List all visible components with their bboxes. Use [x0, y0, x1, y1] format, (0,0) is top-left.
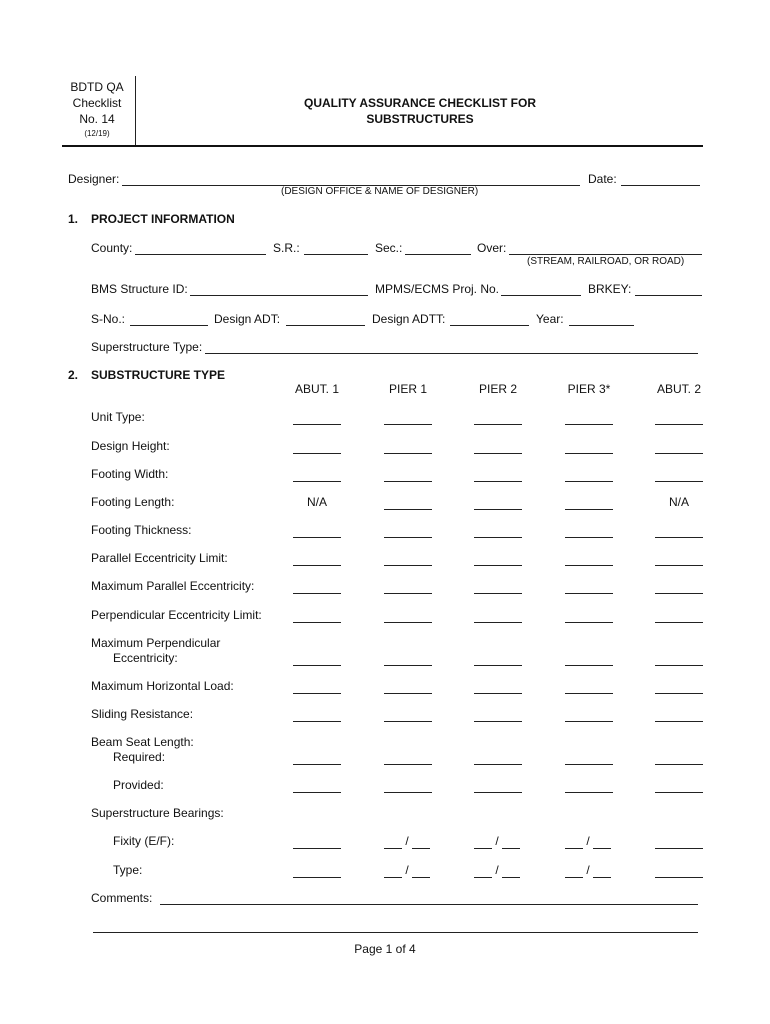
design-height-pier3-field[interactable]: [565, 453, 613, 454]
fixity-pier3-right-blank[interactable]: [593, 848, 611, 849]
max-parallel-abut2-field[interactable]: [655, 593, 703, 594]
parallel-limit-abut1-field[interactable]: [293, 565, 341, 566]
design-height-abut2-field[interactable]: [655, 453, 703, 454]
parallel-limit-pier1-field[interactable]: [384, 565, 432, 566]
sliding-abut1-field[interactable]: [293, 721, 341, 722]
date-label: Date:: [588, 172, 617, 186]
footing-length-abut1-na: N/A: [306, 495, 327, 509]
fixity-pier2-right-blank[interactable]: [502, 848, 520, 849]
slash-separator: /: [495, 863, 499, 877]
section2-title: SUBSTRUCTURE TYPE: [91, 368, 226, 382]
sr-field[interactable]: [304, 254, 368, 255]
max-perp-pier1-field[interactable]: [384, 665, 432, 666]
comments-field-line1[interactable]: [160, 904, 698, 905]
row-label-bearings: Superstructure Bearings:: [91, 806, 224, 820]
slash-separator: /: [586, 863, 590, 877]
required-pier3-field[interactable]: [565, 764, 613, 765]
slash-separator: /: [495, 834, 499, 848]
designer-sublabel: (DESIGN OFFICE & NAME OF DESIGNER): [281, 186, 479, 197]
form-id-line3: No. 14: [79, 112, 115, 126]
row-label-max-parallel: Maximum Parallel Eccentricity:: [91, 579, 255, 593]
sliding-pier1-field[interactable]: [384, 721, 432, 722]
row-label-max-horizontal: Maximum Horizontal Load:: [91, 679, 234, 693]
superstructure-field[interactable]: [205, 353, 698, 354]
row-label-footing-length: Footing Length:: [91, 495, 175, 509]
footing-length-pier2-field[interactable]: [474, 509, 522, 510]
sliding-abut2-field[interactable]: [655, 721, 703, 722]
adt-field[interactable]: [286, 325, 365, 326]
row-label-design-height: Design Height:: [91, 439, 170, 453]
parallel-limit-abut2-field[interactable]: [655, 565, 703, 566]
row-label-footing-thickness: Footing Thickness:: [91, 523, 192, 537]
provided-abut1-field[interactable]: [293, 792, 341, 793]
year-field[interactable]: [569, 325, 634, 326]
footing-width-abut1-field[interactable]: [293, 481, 341, 482]
section2-number: 2.: [68, 368, 79, 382]
required-abut2-field[interactable]: [655, 764, 703, 765]
column-header-pier2: PIER 2: [478, 382, 517, 396]
footing-length-abut2-na: N/A: [668, 495, 689, 509]
adt-label: Design ADT:: [214, 312, 281, 326]
unit-type-pier2-field[interactable]: [474, 424, 522, 425]
type-abut2-field[interactable]: [655, 877, 703, 878]
design-height-abut1-field[interactable]: [293, 453, 341, 454]
designer-label: Designer:: [68, 172, 120, 186]
sno-field[interactable]: [130, 325, 208, 326]
row-label-max-perp-line2: Eccentricity:: [113, 651, 178, 665]
type-pier2-left-blank[interactable]: [474, 877, 492, 878]
row-label-provided: Provided:: [113, 778, 164, 792]
max-perp-abut1-field[interactable]: [293, 665, 341, 666]
column-header-pier3: PIER 3*: [567, 382, 611, 396]
perp-limit-abut2-field[interactable]: [655, 622, 703, 623]
fixity-abut2-field[interactable]: [655, 848, 703, 849]
slash-separator: /: [405, 834, 409, 848]
adtt-label: Design ADTT:: [372, 312, 446, 326]
max-perp-pier2-field[interactable]: [474, 665, 522, 666]
over-field[interactable]: [509, 254, 702, 255]
type-abut1-field[interactable]: [293, 877, 341, 878]
footing-length-pier1-field[interactable]: [384, 509, 432, 510]
unit-type-pier3-field[interactable]: [565, 424, 613, 425]
max-parallel-abut1-field[interactable]: [293, 593, 341, 594]
footing-width-pier3-field[interactable]: [565, 481, 613, 482]
unit-type-abut2-field[interactable]: [655, 424, 703, 425]
page-title-line2: SUBSTRUCTURES: [366, 112, 474, 126]
page-title-line1: QUALITY ASSURANCE CHECKLIST FOR: [303, 96, 536, 110]
column-header-abut2: ABUT. 2: [656, 382, 701, 396]
max-parallel-pier1-field[interactable]: [384, 593, 432, 594]
max-horizontal-abut2-field[interactable]: [655, 693, 703, 694]
max-horizontal-pier2-field[interactable]: [474, 693, 522, 694]
design-height-pier2-field[interactable]: [474, 453, 522, 454]
parallel-limit-pier2-field[interactable]: [474, 565, 522, 566]
row-label-fixity: Fixity (E/F):: [113, 834, 175, 848]
column-header-abut1: ABUT. 1: [294, 382, 339, 396]
column-header-pier1: PIER 1: [388, 382, 427, 396]
design-height-pier1-field[interactable]: [384, 453, 432, 454]
sliding-pier3-field[interactable]: [565, 721, 613, 722]
year-label: Year:: [536, 312, 564, 326]
max-perp-pier3-field[interactable]: [565, 665, 613, 666]
required-abut1-field[interactable]: [293, 764, 341, 765]
revision-date: (12/19): [84, 129, 110, 138]
type-pier3-right-blank[interactable]: [593, 877, 611, 878]
fixity-pier2-left-blank[interactable]: [474, 848, 492, 849]
unit-type-abut1-field[interactable]: [293, 424, 341, 425]
perp-limit-abut1-field[interactable]: [293, 622, 341, 623]
row-label-max-perp-line1: Maximum Perpendicular: [91, 636, 221, 650]
superstructure-label: Superstructure Type:: [91, 340, 203, 354]
sliding-pier2-field[interactable]: [474, 721, 522, 722]
section1-title: PROJECT INFORMATION: [91, 212, 235, 226]
date-field[interactable]: [621, 185, 700, 186]
form-id-line1: BDTD QA: [70, 80, 124, 94]
row-label-required: Required:: [113, 750, 166, 764]
max-horizontal-abut1-field[interactable]: [293, 693, 341, 694]
sec-field[interactable]: [405, 254, 471, 255]
row-label-beam-seat: Beam Seat Length:: [91, 735, 194, 749]
unit-type-pier1-field[interactable]: [384, 424, 432, 425]
slash-separator: /: [586, 834, 590, 848]
brkey-label: BRKEY:: [588, 282, 632, 296]
row-label-sliding: Sliding Resistance:: [91, 707, 194, 721]
provided-pier3-field[interactable]: [565, 792, 613, 793]
max-parallel-pier2-field[interactable]: [474, 593, 522, 594]
row-label-footing-width: Footing Width:: [91, 467, 169, 481]
footing-thickness-pier3-field[interactable]: [565, 537, 613, 538]
required-pier2-field[interactable]: [474, 764, 522, 765]
brkey-field[interactable]: [635, 295, 702, 296]
max-parallel-pier3-field[interactable]: [565, 593, 613, 594]
footing-thickness-abut2-field[interactable]: [655, 537, 703, 538]
type-pier1-left-blank[interactable]: [384, 877, 402, 878]
form-id-line2: Checklist: [72, 96, 122, 110]
row-label-parallel-limit: Parallel Eccentricity Limit:: [91, 551, 228, 565]
max-perp-abut2-field[interactable]: [655, 665, 703, 666]
provided-pier1-field[interactable]: [384, 792, 432, 793]
perp-limit-pier1-field[interactable]: [384, 622, 432, 623]
adtt-field[interactable]: [450, 325, 529, 326]
comments-label: Comments:: [91, 891, 153, 905]
header-divider: [135, 76, 136, 146]
provided-pier2-field[interactable]: [474, 792, 522, 793]
sec-label: Sec.:: [375, 241, 403, 255]
county-field[interactable]: [135, 254, 266, 255]
footing-thickness-abut1-field[interactable]: [293, 537, 341, 538]
county-label: County:: [91, 241, 133, 255]
sno-label: S-No.:: [91, 312, 126, 326]
bms-label: BMS Structure ID:: [91, 282, 188, 296]
row-label-type: Type:: [113, 863, 143, 877]
perp-limit-pier3-field[interactable]: [565, 622, 613, 623]
fixity-abut1-field[interactable]: [293, 848, 341, 849]
slash-separator: /: [405, 863, 409, 877]
row-label-perp-limit: Perpendicular Eccentricity Limit:: [91, 608, 262, 622]
required-pier1-field[interactable]: [384, 764, 432, 765]
max-horizontal-pier1-field[interactable]: [384, 693, 432, 694]
page-number: Page 1 of 4: [354, 942, 416, 956]
sr-label: S.R.:: [273, 241, 300, 255]
footing-width-pier2-field[interactable]: [474, 481, 522, 482]
fixity-pier1-right-blank[interactable]: [412, 848, 430, 849]
type-pier1-right-blank[interactable]: [412, 877, 430, 878]
type-pier3-left-blank[interactable]: [565, 877, 583, 878]
footing-length-pier3-field[interactable]: [565, 509, 613, 510]
footing-thickness-pier1-field[interactable]: [384, 537, 432, 538]
max-horizontal-pier3-field[interactable]: [565, 693, 613, 694]
fixity-pier3-left-blank[interactable]: [565, 848, 583, 849]
provided-abut2-field[interactable]: [655, 792, 703, 793]
comments-field-line2[interactable]: [93, 932, 698, 933]
footing-width-pier1-field[interactable]: [384, 481, 432, 482]
bms-field[interactable]: [190, 295, 368, 296]
mpms-label: MPMS/ECMS Proj. No.: [375, 282, 500, 296]
over-label: Over:: [477, 241, 507, 255]
fixity-pier1-left-blank[interactable]: [384, 848, 402, 849]
section1-number: 1.: [68, 212, 79, 226]
parallel-limit-pier3-field[interactable]: [565, 565, 613, 566]
perp-limit-pier2-field[interactable]: [474, 622, 522, 623]
footing-width-abut2-field[interactable]: [655, 481, 703, 482]
over-sublabel: (STREAM, RAILROAD, OR ROAD): [527, 256, 685, 267]
mpms-field[interactable]: [501, 295, 581, 296]
row-label-unit-type: Unit Type:: [91, 410, 145, 424]
header-rule: [62, 145, 703, 147]
footing-thickness-pier2-field[interactable]: [474, 537, 522, 538]
type-pier2-right-blank[interactable]: [502, 877, 520, 878]
